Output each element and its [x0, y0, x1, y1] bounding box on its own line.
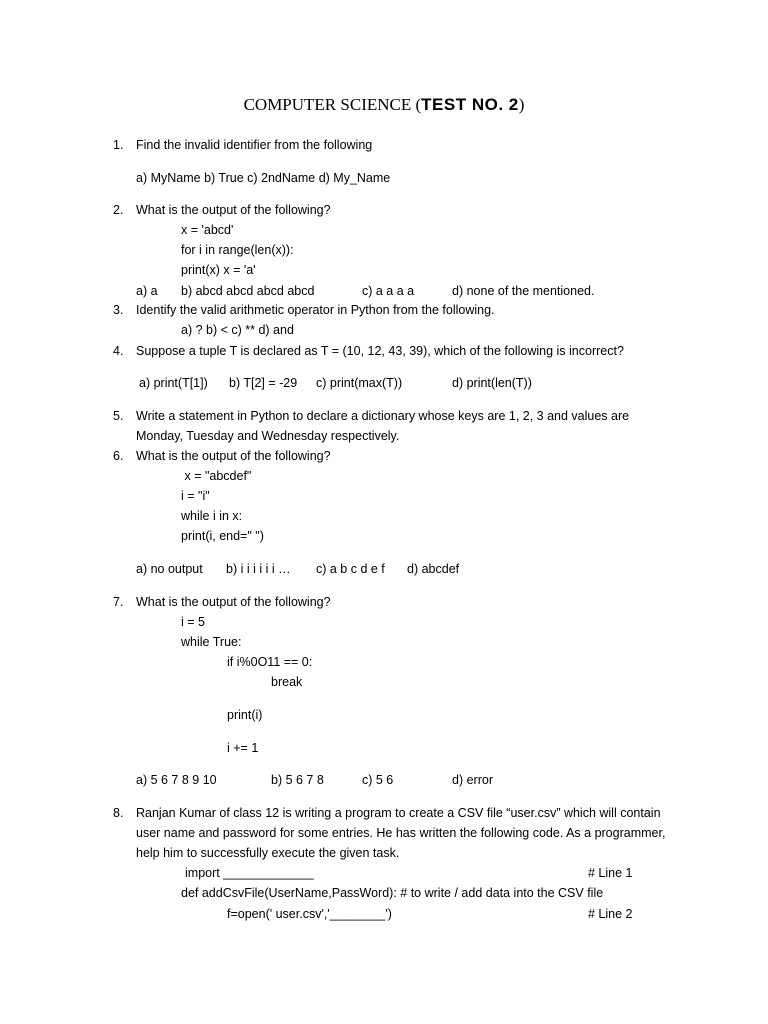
question-3-number: 3.: [113, 303, 124, 317]
question-2-code-line: for i in range(len(x)):: [181, 243, 294, 257]
question-1-text: Find the invalid identifier from the following: [136, 138, 373, 152]
question-8-text-line: help him to successfully execute the given task.: [136, 846, 400, 860]
question-2-option-c: c) a a a a: [362, 284, 415, 298]
question-8-code-line: def addCsvFile(UserName,PassWord): # to write / add data into the CSV file: [181, 886, 604, 900]
question-1-number: 1.: [113, 138, 124, 152]
question-2-number: 2.: [113, 203, 124, 217]
question-2-code-line: print(x) x = 'a': [181, 263, 256, 277]
title-prefix: COMPUTER SCIENCE (: [243, 95, 422, 114]
question-7-code-line: break: [271, 675, 303, 689]
question-5-number: 5.: [113, 409, 124, 423]
question-6-option-a: a) no output: [136, 562, 203, 576]
question-2-text: What is the output of the following?: [136, 203, 331, 217]
question-7-code-line: while True:: [181, 635, 242, 649]
question-7-text: What is the output of the following?: [136, 595, 331, 609]
question-7-number: 7.: [113, 595, 124, 609]
title-test-number: TEST NO. 2: [421, 95, 519, 114]
question-7-option-b: b) 5 6 7 8: [271, 773, 324, 787]
question-8-line-comment: # Line 1: [588, 866, 633, 880]
question-8-text-line: Ranjan Kumar of class 12 is writing a program to create a CSV file “user.csv” which will contain: [136, 806, 661, 820]
question-7-option-a: a) 5 6 7 8 9 10: [136, 773, 217, 787]
question-4-number: 4.: [113, 344, 124, 358]
question-5-text-line: Write a statement in Python to declare a dictionary whose keys are 1, 2, 3 and values are: [136, 409, 630, 423]
question-4-text: Suppose a tuple T is declared as T = (10, 12, 43, 39), which of the following is incorrect?: [136, 344, 624, 358]
question-3-options: a) ? b) < c) ** d) and: [181, 323, 294, 337]
question-2-option-d: d) none of the mentioned.: [452, 284, 595, 298]
question-7-code-line: i = 5: [181, 615, 205, 629]
page-title: [0, 95, 768, 115]
question-2-option-a: a) a: [136, 284, 158, 298]
question-6-code-line: i = "i": [181, 489, 210, 503]
question-6-text: What is the output of the following?: [136, 449, 331, 463]
question-8-code-line: f=open(' user.csv','________'): [227, 907, 392, 921]
question-7-code-line: i += 1: [227, 741, 259, 755]
question-7-code-line: print(i): [227, 708, 263, 722]
question-7-option-d: d) error: [452, 773, 493, 787]
question-6-option-b: b) i i i i i i …: [226, 562, 291, 576]
question-7-code-line: if i%0O11 == 0:: [227, 655, 313, 669]
question-6-code-line: while i in x:: [181, 509, 243, 523]
question-6-code-line: x = "abcdef": [181, 469, 252, 483]
question-4-option-c: c) print(max(T)): [316, 376, 403, 390]
question-6-code-line: print(i, end=" "): [181, 529, 264, 543]
question-6-option-d: d) abcdef: [407, 562, 460, 576]
question-4-option-a: a) print(T[1]): [139, 376, 208, 390]
question-8-code-line: import _____________: [185, 866, 314, 880]
title-suffix: ): [518, 95, 525, 114]
question-7-option-c: c) 5 6: [362, 773, 394, 787]
question-4-option-d: d) print(len(T)): [452, 376, 532, 390]
question-6-number: 6.: [113, 449, 124, 463]
question-2-option-b: b) abcd abcd abcd abcd: [181, 284, 315, 298]
question-5-text-line: Monday, Tuesday and Wednesday respectively.: [136, 429, 400, 443]
question-2-code-line: x = 'abcd': [181, 223, 234, 237]
question-1-options: a) MyName b) True c) 2ndName d) My_Name: [136, 171, 391, 185]
question-6-option-c: c) a b c d e f: [316, 562, 385, 576]
question-8-number: 8.: [113, 806, 124, 820]
question-8-text-line: user name and password for some entries. He has written the following code. As a programmer,: [136, 826, 666, 840]
question-3-text: Identify the valid arithmetic operator in Python from the following.: [136, 303, 495, 317]
question-4-option-b: b) T[2] = -29: [229, 376, 298, 390]
question-8-line-comment: # Line 2: [588, 907, 633, 921]
